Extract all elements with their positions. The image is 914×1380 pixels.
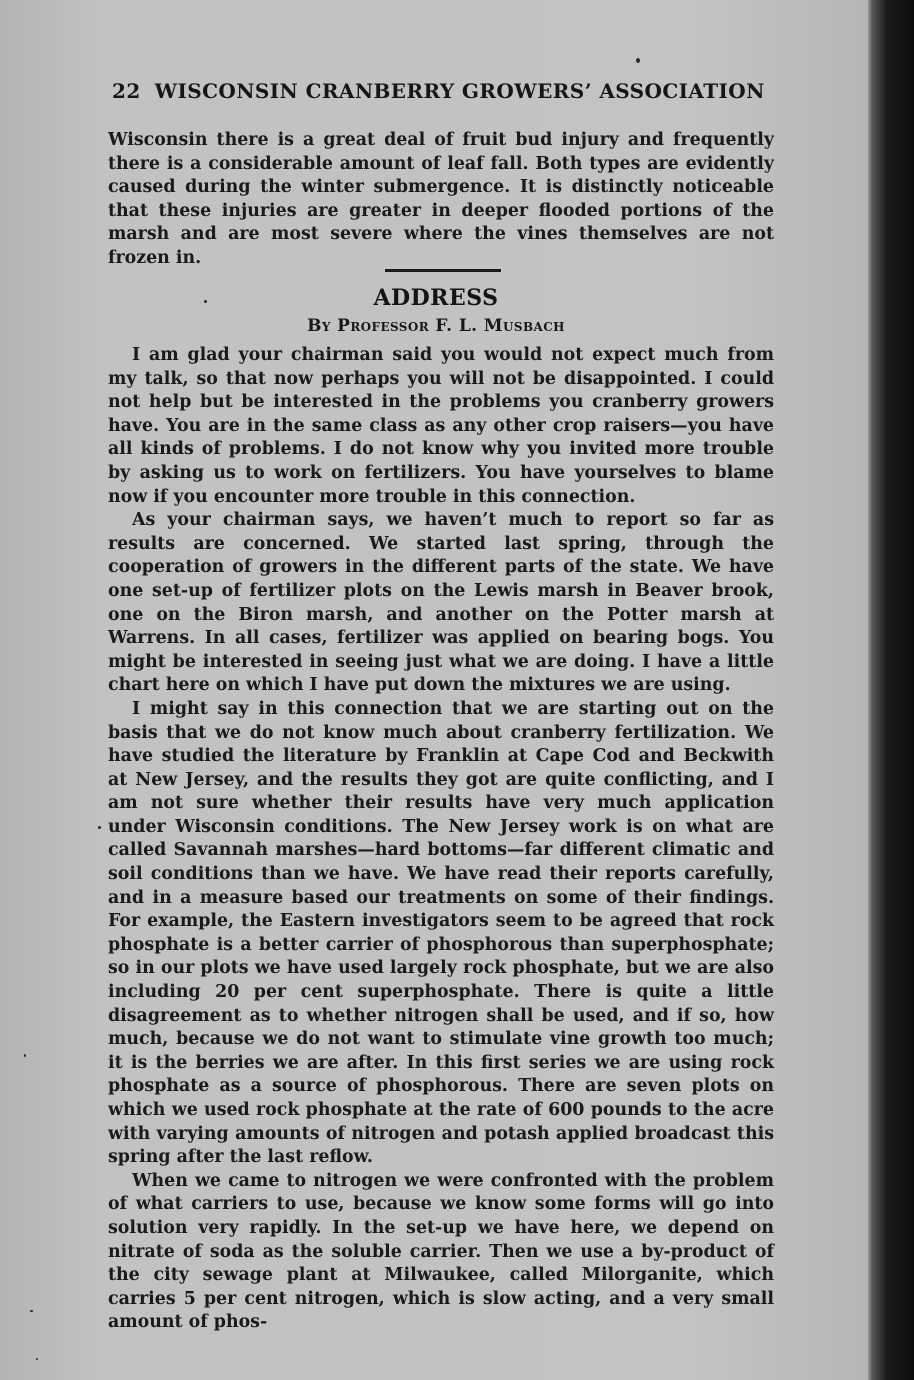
print-speck (98, 826, 101, 829)
print-speck (636, 58, 640, 63)
print-speck (30, 1310, 33, 1312)
body-paragraph-2: As your chairman says, we haven’t much to report so far as results are concerned. We started last spring, through the cooperation of growers in the different parts of the state. We have one set-up of fertilizer plots on the Lewis marsh in Beaver brook, one on the Biron marsh, and another on the Potter marsh at Warrens. In all cases, fertilizer was applied on bearing bogs. You might be interested in seeing just what we are doing. I have a little chart here on which I have put down the mixtures we are using. (108, 510, 774, 696)
print-speck (204, 300, 207, 303)
print-speck (36, 1358, 38, 1360)
print-speck (24, 1054, 26, 1057)
article-body (108, 344, 774, 1335)
running-title: WISCONSIN CRANBERRY GROWERS’ ASSOCIATION (154, 79, 765, 103)
intro-paragraph: Wisconsin there is a great deal of fruit bud injury and frequently there is a considerable amount of leaf fall. Both types are evidently caused during the winter submergence. It is distinctly noticeable that these injuries are greater in deeper flooded portions of the marsh and are most severe where the vines themselves are not frozen in. (108, 130, 774, 268)
article-byline: By Professor F. L. Musbach (307, 316, 565, 336)
body-paragraph-1: I am glad your chairman said you would not expect much from my talk, so that now perhaps you will not be disappointed. I could not help but be interested in the problems you cranberry growers have. You are in the same class as any other crop raisers—you have all kinds of problems. I do not know why you invited more trouble by asking us to work on fertilizers. You have yourselves to blame now if you encounter more trouble in this connection. (108, 345, 774, 507)
intro-text-block (108, 129, 774, 271)
page-number: 22 (112, 79, 141, 103)
body-paragraph-3: I might say in this connection that we are starting out on the basis that we do not know much about cranberry fertilization. We have studied the literature by Franklin at Cape Cod and Beckwith at New Jersey, and the results they got are quite conflicting, and I am not sure whether their results have very much application under Wisconsin conditions. The New Jersey work is on what are called Savannah marshes—hard bottoms—far different climatic and soil conditions than we have. We have read their reports carefully, and in a measure based our treatments on some of their findings. For example, the Eastern investigators seem to be agreed that rock phosphate is a better carrier of phosphorous than superphosphate; so in our plots we have used largely rock phosphate, but we are also including 20 per cent superphosphate. There is quite a little disagreement as to whether nitrogen shall be used, and if so, how much, because we do not want to stimulate vine growth too much; it is the berries we are after. In this first series we are using rock phosphate as a source of phosphorous. There are seven plots on which we used rock phosphate at the rate of 600 pounds to the acre with varying amounts of nitrogen and potash applied broadcast this spring after the last reflow. (108, 698, 774, 1168)
section-divider-rule (385, 269, 501, 272)
article-title: ADDRESS (373, 285, 499, 311)
running-header (112, 79, 772, 103)
binding-edge (872, 0, 914, 1380)
body-paragraph-4: When we came to nitrogen we were confronted with the problem of what carriers to use, because we know some forms will go into solution very rapidly. In the set-up we have here, we depend on nitrate of soda as the soluble carrier. Then we use a by-product of the city sewage plant at Milwaukee, called Milorganite, which carries 5 per cent nitrogen, which is slow acting, and a very small amount of phos- (108, 1170, 774, 1333)
